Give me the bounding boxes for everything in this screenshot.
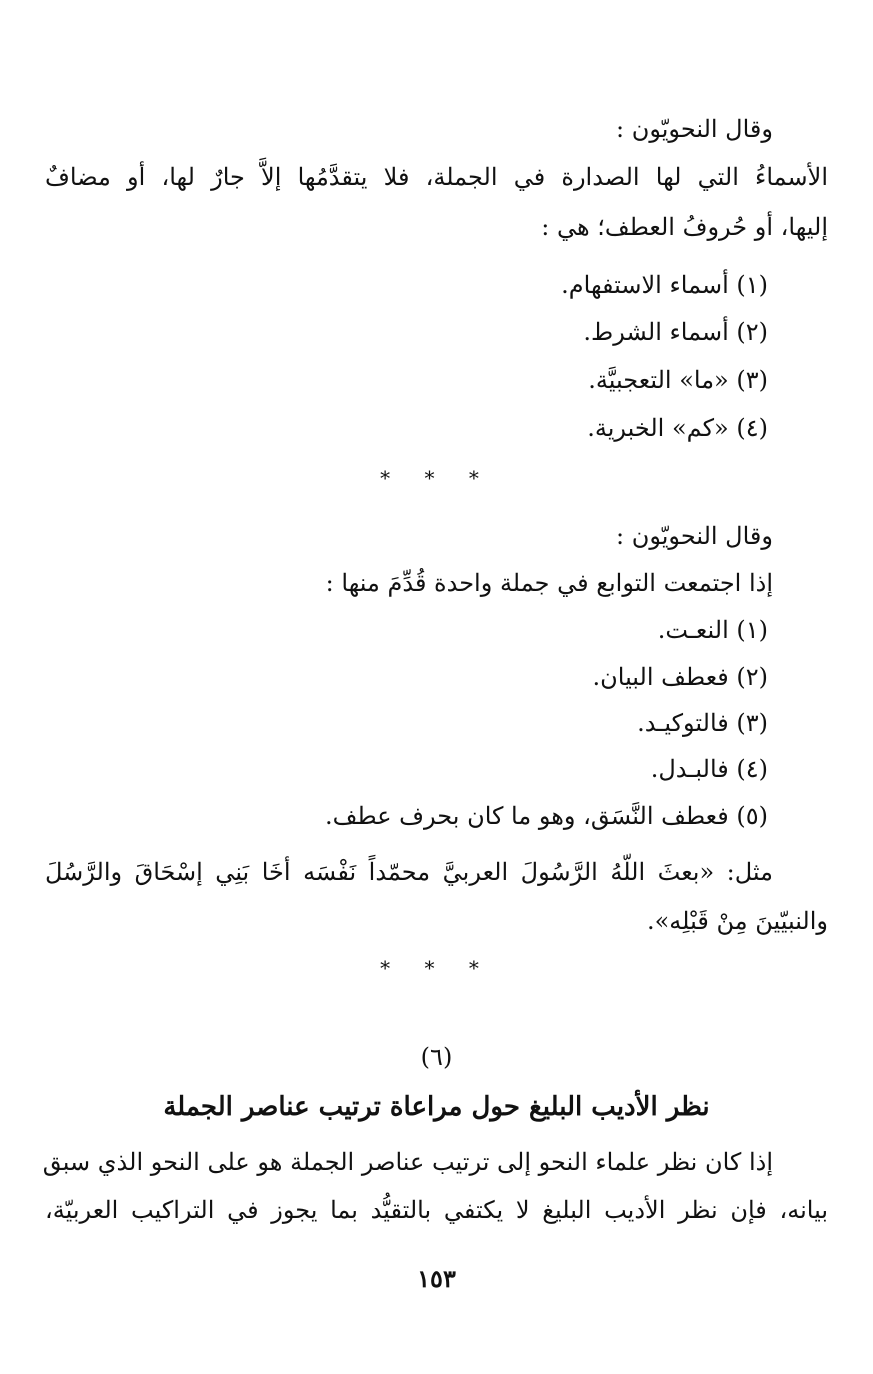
list-item: (٢) فعطف البيان.	[592, 663, 768, 691]
section1-intro: وقال النحويّون :	[616, 115, 773, 143]
section3-text-line-1: إذا كان نظر علماء النحو إلى ترتيب عناصر الجملة هو على النحو الذي سبق	[42, 1148, 773, 1176]
section1-text-line-2: إليها، أو حُروفُ العطف؛ هي :	[541, 213, 828, 241]
section-number: (٦)	[420, 1043, 453, 1071]
list-item: (٣) فالتوكيـد.	[637, 709, 768, 737]
list-item: (٢) أسماء الشرط.	[583, 318, 768, 346]
section1-text-line-1: الأسماءُ التي لها الصدارة في الجملة، فلا يتقدَّمُها إلاَّ جارٌ لها، أو مضافٌ	[45, 163, 828, 191]
section-title: نظر الأديب البليغ حول مراعاة ترتيب عناصر الجملة	[163, 1092, 710, 1122]
section2-intro: وقال النحويّون :	[616, 522, 773, 550]
list-item: (٥) فعطف النَّسَق، وهو ما كان بحرف عطف.	[325, 802, 768, 830]
list-item: (٤) فالبـدل.	[650, 755, 768, 783]
example-line-1: مثل: «بعثَ اللّهُ الرَّسُولَ العربيَّ محمّداً نَفْسَه أخَا بَنِي إسْحَاقَ والرَّسُلَ	[45, 858, 773, 886]
list-item: (٤) «كم» الخبرية.	[587, 414, 768, 442]
list-item: (٣) «ما» التعجبيَّة.	[588, 366, 768, 394]
section2-text-line-1: إذا اجتمعت التوابع في جملة واحدة قُدِّمَ منها :	[325, 569, 773, 597]
list-item: (١) أسماء الاستفهام.	[561, 271, 768, 299]
example-line-2: والنبيّينَ مِنْ قَبْلِه».	[646, 907, 828, 935]
section-separator: * * *	[380, 466, 493, 490]
page-number: ١٥٣	[417, 1264, 456, 1293]
section-separator: * * *	[380, 956, 493, 980]
list-item: (١) النعـت.	[657, 616, 768, 644]
section3-text-line-2: بيانه، فإن نظر الأديب البليغ لا يكتفي بالتقيُّد بما يجوز في التراكيب العربيّة،	[45, 1196, 828, 1224]
